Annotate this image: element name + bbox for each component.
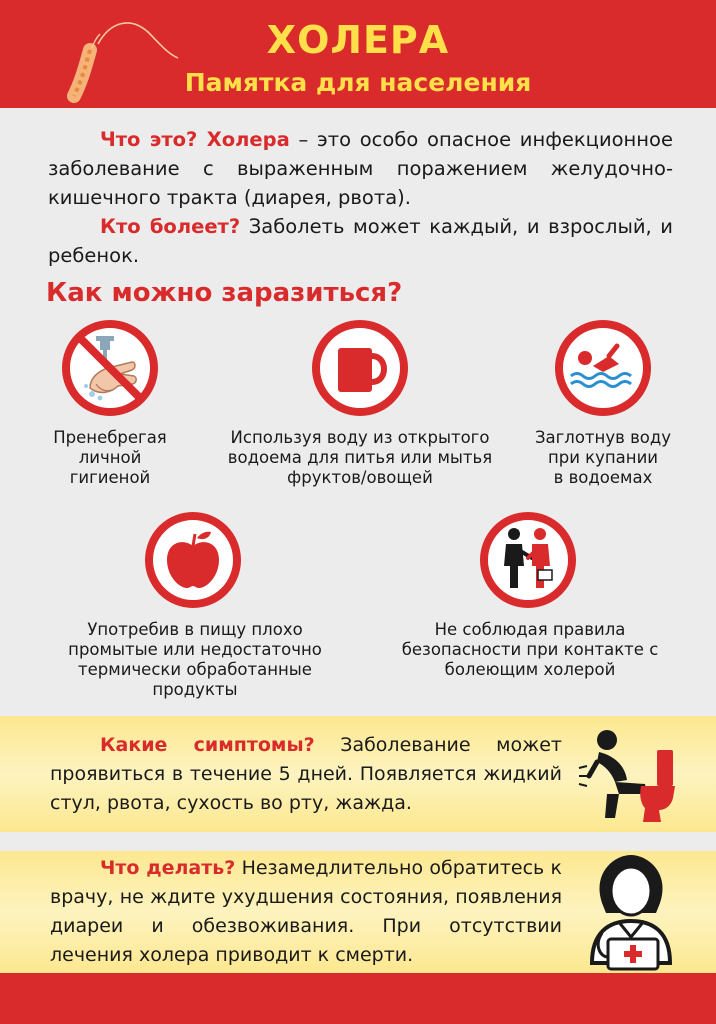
action-label: Что делать?: [100, 857, 236, 879]
intro-section: [48, 125, 673, 270]
caption-water: Используя воду из открытого водоема для питья или мытья фруктов/овощей: [227, 428, 493, 487]
who-text: Заболеть может каждый, и взрослый, и ребенок.: [48, 215, 673, 267]
who-label: Кто болеет?: [100, 215, 241, 238]
caption-hygiene: Пренебрегая личной гигиеной: [53, 428, 167, 487]
contact-icon: [478, 510, 578, 610]
what-text: – это особо опасное инфекционное заболевание с выраженным поражением желудочно-кишечного тракта (диарея, рвота).: [48, 128, 673, 209]
action-paragraph: [50, 854, 562, 970]
caption-food: Употребив в пищу плохо промытые или недостаточно термически обработанные продукты: [68, 620, 322, 699]
header-banner: [0, 0, 716, 108]
footer-bar: [0, 973, 716, 1024]
action-band: [0, 851, 716, 973]
what-label: Что это? Холера: [100, 128, 290, 151]
what-paragraph: [48, 125, 673, 212]
page-title: ХОЛЕРА: [266, 18, 450, 62]
who-paragraph: [48, 212, 673, 270]
symptoms-label: Какие симптомы?: [100, 734, 315, 756]
caption-swimming: Заглотнув воду при купании в водоемах: [534, 428, 672, 487]
symptoms-paragraph: [50, 731, 562, 818]
apple-icon: [143, 510, 243, 610]
infection-title: Как можно заразиться?: [46, 278, 403, 308]
page-subtitle: Памятка для населения: [184, 68, 532, 97]
action-text: Незамедлительно обратитесь к врачу, не ждите ухудшения состояния, появления диареи и обезвоживания. При отсутствии лечения холера приводит к смерти.: [50, 857, 562, 966]
swimmer-icon: [553, 318, 653, 418]
caption-contact: Не соблюдая правила безопасности при контакте с болеющим холерой: [401, 620, 659, 679]
no-handwashing-icon: [60, 318, 160, 418]
symptoms-band: [0, 716, 716, 832]
symptoms-text: Заболевание может проявиться в течение 5 дней. Появляется жидкий стул, рвота, сухость во рту, жажда.: [50, 734, 562, 814]
doctor-icon: [578, 853, 684, 971]
sick-person-icon: [575, 722, 685, 828]
mug-icon: [310, 318, 410, 418]
